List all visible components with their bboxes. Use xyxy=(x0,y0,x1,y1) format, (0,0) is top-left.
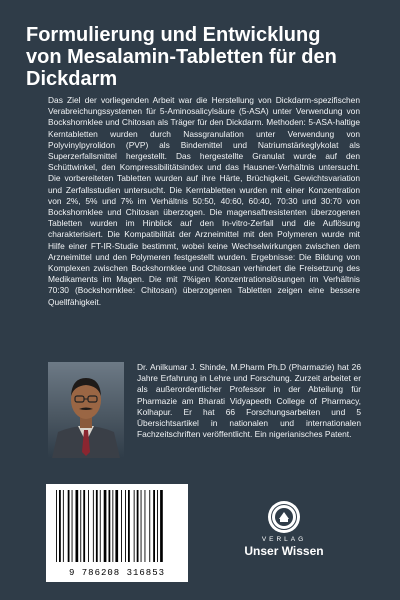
barcode-bars xyxy=(54,490,180,564)
barcode-bar xyxy=(83,490,85,562)
barcode-bar xyxy=(125,490,126,562)
publisher-name: Unser Wissen xyxy=(244,544,324,558)
barcode-bar xyxy=(63,490,64,562)
book-title: Formulierung und Entwicklung von Mesalamin-Tabletten für den Dickdarm xyxy=(26,24,337,90)
barcode-bar xyxy=(80,490,81,562)
publisher-block xyxy=(238,500,330,570)
barcode-bar xyxy=(104,490,107,562)
barcode-bar xyxy=(149,490,150,562)
publisher-seal-logo-icon xyxy=(267,500,301,534)
barcode-bar xyxy=(88,490,89,562)
barcode-bar xyxy=(112,490,113,562)
barcode-bar xyxy=(100,490,101,562)
isbn-barcode xyxy=(46,484,188,582)
barcode-bar xyxy=(137,490,139,562)
barcode-bar xyxy=(160,490,163,562)
author-photo xyxy=(48,362,124,458)
author-bio: Dr. Anilkumar J. Shinde, M.Pharm Ph.D (Pharmazie) hat 26 Jahre Erfahrung in Lehre und Forschung. Zurzeit arbeitet er als außerordentlicher Professor in der Abteilung für Pharmazie am Bharati Vidyapeeth College of Pharmacy, Kolhapur. Er hat 66 Forschungsarbeiten und 5 Übersichtsartikel in nationalen und internationalen Fachzeitschriften veröffentlicht. Ein nigerianisches Patent. xyxy=(137,362,361,440)
barcode-bar xyxy=(68,490,70,562)
publisher-label: VERLAG xyxy=(261,536,307,543)
barcode-bar xyxy=(59,490,61,562)
abstract-text: Das Ziel der vorliegenden Arbeit war die Herstellung von Dickdarm-spezifischen Verabreichungssystemen für 5-Aminosalicylsäure (5-ASA) unter Verwendung von Bockshornklee und Chitosan als Träger für den Dickdarm. Methoden: 5-ASA-haltige Kerntabletten wurden durch Nassgranulation unter Verwendung von Polyvinylpyrolidon (PVP) als Bindemittel und Natriumstärkeglykolat als Superzerfallsmittel hergestellt. Das hergestellte Granulat wurde auf den Schüttwinkel, den Kompressibilitätsindex und das Hausner-Verhältnis untersucht. Die vorbereiteten Tabletten wurden auf ihre Härte, Brüchigkeit, Gewichtsvariation und Zerfallsstudien untersucht. Die Kerntabletten wurden mit einer Konzentration von 2%, 5% und 7% im Verhältnis 50:50, 40:60, 60:40, 70:30 und 30:70 von Bockshornklee und Chitosan überzogen. Die magensaftresistenten überzogenen Tabletten wurden im Hinblick auf den In-vitro-Zerfall und die Auflösung charakterisiert. Die Kompatibilität der Arzneimittel mit den Polymeren wurde mit Hilfe einer FT-IR-Studie bestimmt, wobei keine Wechselwirkungen zwischen dem Arzneimittel und den Polymeren festgestellt wurden. Ergebnisse: Die Bildung von Komplexen zwischen Bockshornklee und Chitosan verhindert die Freisetzung des Medikaments im Magen. Die mit 7%igen Konzentrationslösungen im Verhältnis 70:30 (Bockshornklee: Chitosan) überzogenen Tabletten zeigen eine bessere Quellfähigkeit. xyxy=(48,95,360,307)
barcode-bar xyxy=(109,490,111,562)
barcode-bar xyxy=(72,490,73,562)
barcode-bar xyxy=(145,490,146,562)
barcode-bar xyxy=(157,490,158,562)
barcode-bar xyxy=(93,490,94,562)
barcode-bar xyxy=(128,490,130,562)
barcode-bar xyxy=(121,490,122,562)
barcode-bar xyxy=(153,490,155,562)
barcode-bar xyxy=(115,490,118,562)
isbn-number: 9 786208 316853 xyxy=(68,568,165,578)
barcode-bar xyxy=(134,490,135,562)
barcode-bar xyxy=(76,490,79,562)
barcode-bar xyxy=(141,490,142,562)
barcode-bar xyxy=(56,490,57,562)
barcode-bar xyxy=(96,490,98,562)
